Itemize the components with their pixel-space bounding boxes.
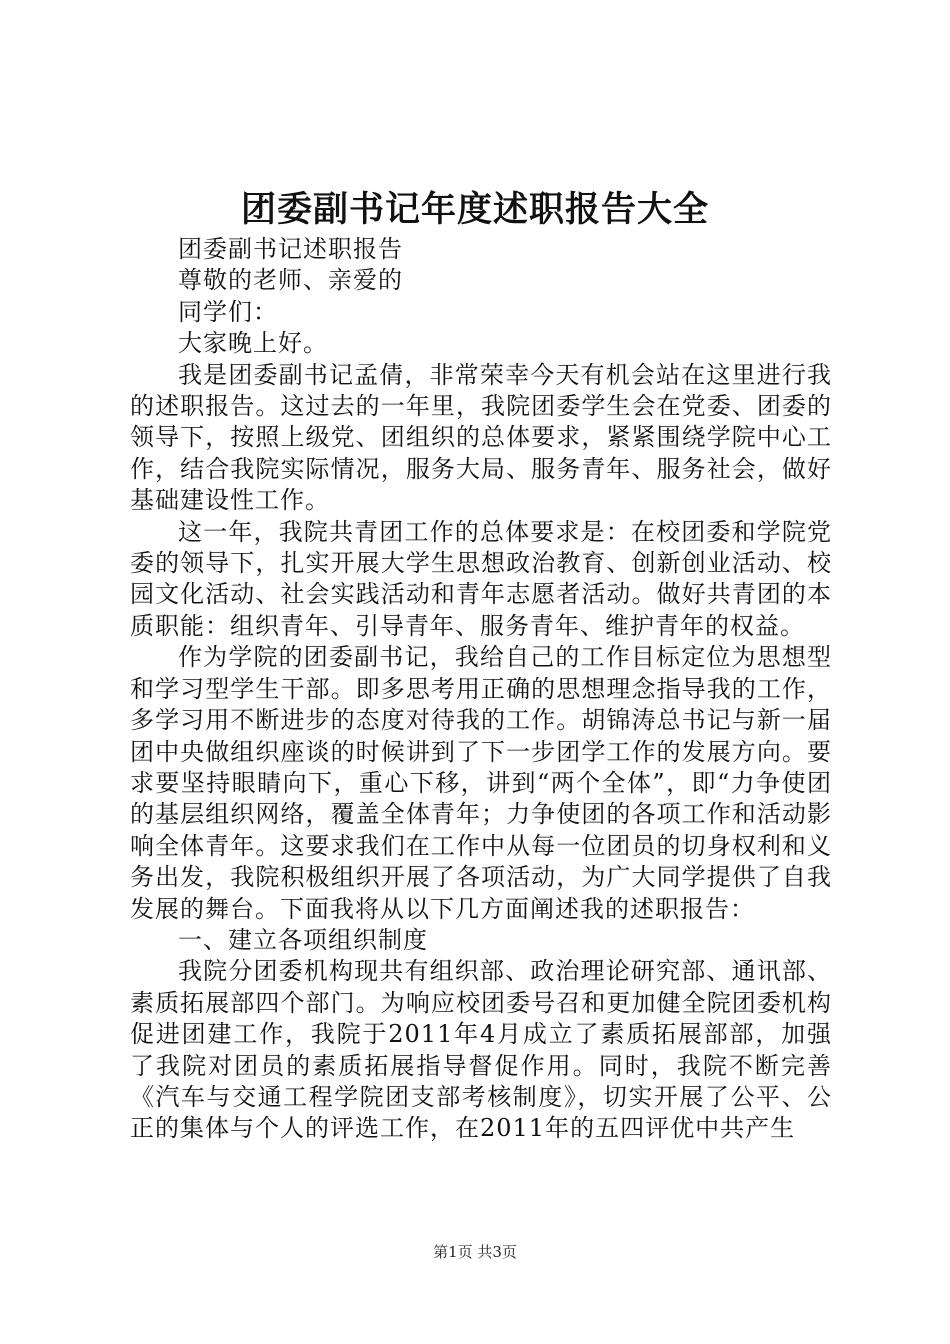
section-heading: 一、建立各项组织制度 (178, 925, 428, 954)
report-subtitle: 团委副书记述职报告 (178, 235, 403, 263)
page-footer: 第1页 共3页 (433, 1243, 517, 1261)
document-title: 团委副书记年度述职报告大全 (240, 189, 709, 230)
greeting: 大家晚上好。 (178, 329, 328, 358)
body-paragraph: 我院分团委机构现共有组织部、政治理论研究部、通讯部、素质拓展部四个部门。为响应校团委号召和更加健全院团委机构促进团建工作，我院于2011年4月成立了素质拓展部部，加强了我院对团员的素质拓展指导督促作用。同时，我院不断完善《汽车与交通工程学院团支部考核制度》，切实开展了公平、公正的集体与个人的评选工作，在2011年的五四评优中共产生 (130, 957, 832, 1143)
salutation-line: 同学们： (178, 297, 278, 326)
body-paragraph: 这一年，我院共青团工作的总体要求是：在校团委和学院党委的领导下，扎实开展大学生思想政治教育、创新创业活动、校园文化活动、社会实践活动和青年志愿者活动。做好共青团的本质职能：组织青年、引导青年、服务青年、维护青年的权益。 (130, 517, 832, 640)
body-paragraph: 作为学院的团委副书记，我给自己的工作目标定位为思想型和学习型学生干部。即多思考用正确的思想理念指导我的工作，多学习用不断进步的态度对待我的工作。胡锦涛总书记与新一届团中央做组织座谈的时候讲到了下一步团学工作的发展方向。要求要坚持眼睛向下，重心下移，讲到“两个全体”，即“力争使团的基层组织网络，覆盖全体青年；力争使团的各项工作和活动影响全体青年。这要求我们在工作中从每一位团员的切身权利和义务出发，我院积极组织开展了各项活动，为广大同学提供了自我发展的舞台。下面我将从以下几方面阐述我的述职报告： (130, 643, 832, 923)
salutation-line: 尊敬的老师、亲爱的 (178, 266, 403, 295)
document-body (130, 234, 832, 1145)
body-paragraph: 我是团委副书记孟倩，非常荣幸今天有机会站在这里进行我的述职报告。这过去的一年里，我院团委学生会在党委、团委的领导下，按照上级党、团组织的总体要求，紧紧围绕学院中心工作，结合我院实际情况，服务大局、服务青年、服务社会，做好基础建设性工作。 (130, 360, 832, 515)
